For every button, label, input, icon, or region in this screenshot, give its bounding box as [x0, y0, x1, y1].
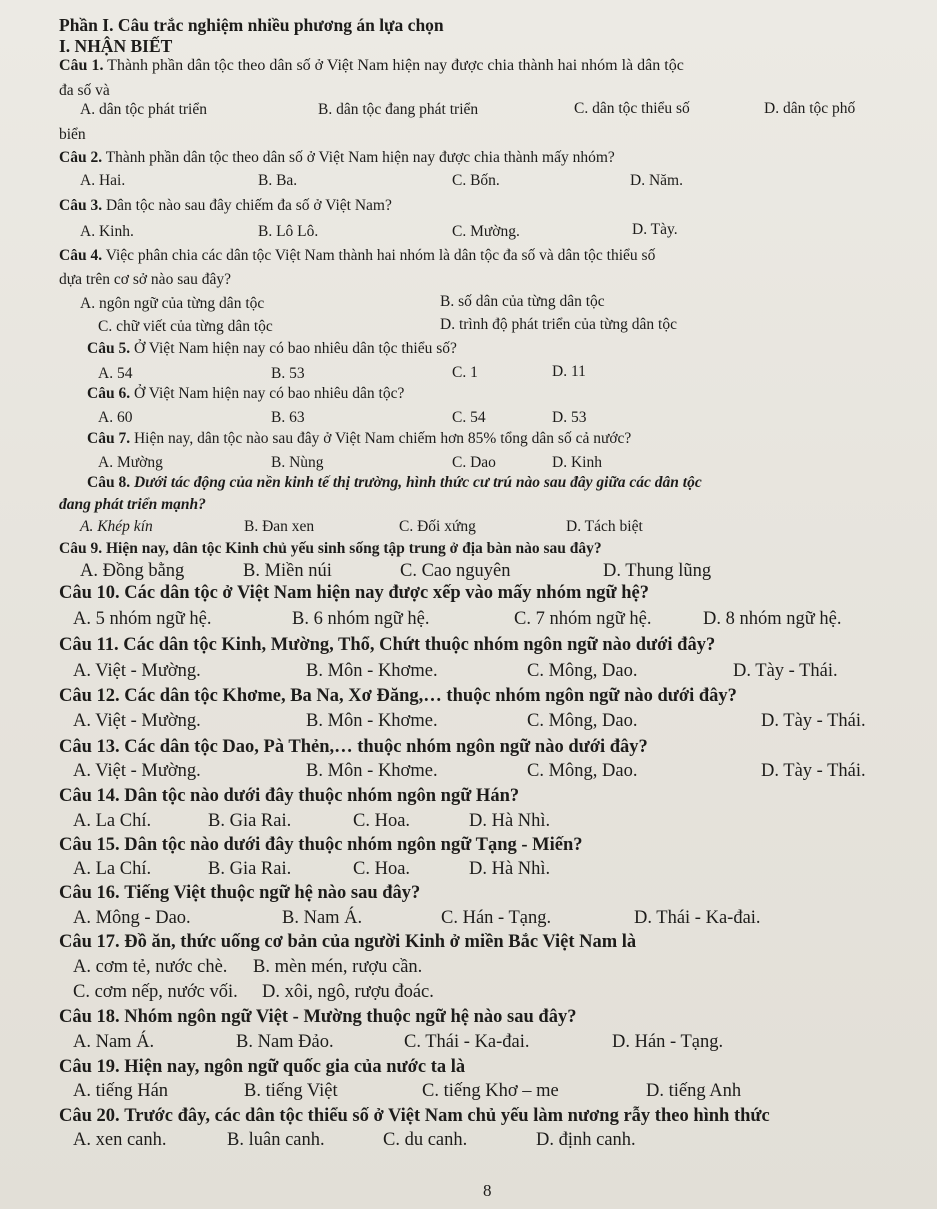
option-d: D. Tách biệt [566, 518, 643, 535]
question-text: Ở Việt Nam hiện nay có bao nhiêu dân tộc thiểu số? [133, 340, 457, 357]
option-c: C. tiếng Khơ – me [422, 1081, 559, 1101]
option-c: C. cơm nếp, nước vối. [73, 982, 238, 1002]
question-text: Nhóm ngôn ngữ Việt - Mường thuộc ngữ hệ nào sau đây? [124, 1007, 577, 1027]
question-label: Câu 17. [59, 932, 120, 952]
option-c: C. Mông, Dao. [527, 761, 638, 781]
option-b: B. Môn - Khơme. [306, 661, 438, 681]
option-d: D. dân tộc phố [764, 100, 856, 117]
option-a: A. Việt - Mường. [73, 761, 201, 781]
question-label: Câu 4. [59, 247, 103, 264]
question-17 [59, 933, 636, 952]
option-d: D. tiếng Anh [646, 1081, 742, 1101]
question-10 [59, 584, 649, 603]
option-b: B. 53 [271, 365, 305, 382]
option-a: A. Mường [98, 454, 163, 471]
question-label: Câu 6. [87, 385, 131, 402]
option-b: B. Miền núi [243, 561, 332, 581]
option-b: B. Gia Rai. [208, 859, 292, 879]
question-8 [87, 475, 702, 491]
question-9 [59, 541, 602, 557]
question-label: Câu 16. [59, 883, 120, 903]
section-title: I. NHẬN BIẾT [59, 36, 173, 56]
question-label: Câu 2. [59, 149, 103, 166]
option-b: B. 6 nhóm ngữ hệ. [292, 609, 430, 629]
question-text: Các dân tộc Dao, Pà Thẻn,… thuộc nhóm ngôn ngữ nào dưới đây? [124, 737, 648, 757]
option-a: A. Kinh. [80, 223, 134, 240]
question-label: Câu 14. [59, 786, 120, 806]
question-label: Câu 3. [59, 197, 103, 214]
question-3 [59, 198, 392, 214]
option-d: D. 11 [552, 363, 586, 380]
option-d: D. Tày - Thái. [733, 661, 838, 681]
question-16 [59, 884, 420, 903]
option-a: A. Nam Á. [73, 1032, 155, 1052]
option-c: C. Hoa. [353, 811, 411, 831]
question-text: Ở Việt Nam hiện nay có bao nhiêu dân tộc? [133, 385, 405, 402]
page-number: 8 [483, 1181, 492, 1200]
option-a: A. Khép kín [80, 518, 153, 535]
option-c: C. Dao [452, 454, 496, 471]
option-c: C. Mông, Dao. [527, 711, 638, 731]
option-a: A. Mông - Dao. [73, 908, 191, 928]
question-text: Các dân tộc Khơme, Ba Na, Xơ Đăng,… thuộc nhóm ngôn ngữ nào dưới đây? [124, 686, 737, 706]
option-d: D. Thung lũng [603, 561, 712, 581]
option-b: B. mèn mén, rượu cần. [253, 957, 423, 977]
part-title: Phần I. Câu trắc nghiệm nhiều phương án lựa chọn [59, 15, 444, 35]
question-label: Câu 20. [59, 1106, 120, 1126]
option-c: C. Bốn. [452, 172, 500, 189]
question-18 [59, 1008, 576, 1027]
question-13 [59, 738, 648, 757]
option-a: A. 54 [98, 365, 133, 382]
option-a: A. tiếng Hán [73, 1081, 169, 1101]
option-b: B. Môn - Khơme. [306, 761, 438, 781]
question-text: Việc phân chia các dân tộc Việt Nam thành hai nhóm là dân tộc đa số và dân tộc thiểu số [105, 247, 656, 264]
option-a: A. ngôn ngữ của từng dân tộc [80, 295, 265, 312]
option-c: C. 1 [452, 364, 478, 381]
option-b: B. Nùng [271, 454, 324, 471]
option-c: C. chữ viết của từng dân tộc [98, 318, 273, 335]
option-b: B. 63 [271, 409, 305, 426]
question-text: Hiện nay, dân tộc nào sau đây ở Việt Nam chiếm hơn 85% tổng dân số cả nước? [133, 430, 632, 447]
option-d: D. 8 nhóm ngữ hệ. [703, 609, 842, 629]
question-text: Hiện nay, ngôn ngữ quốc gia của nước ta là [124, 1057, 466, 1077]
option-a: A. Đồng bằng [80, 561, 185, 581]
question-label: Câu 19. [59, 1057, 120, 1077]
option-c: C. 7 nhóm ngữ hệ. [514, 609, 652, 629]
option-d: D. định canh. [536, 1130, 636, 1150]
option-b: B. dân tộc đang phát triển [318, 101, 479, 118]
question-text: Hiện nay, dân tộc Kinh chủ yếu sinh sống tập trung ở địa bàn nào sau đây? [105, 540, 602, 557]
question-label: Câu 18. [59, 1007, 120, 1027]
option-a: A. dân tộc phát triển [80, 101, 207, 118]
question-label: Câu 9. [59, 540, 103, 557]
option-b: B. Môn - Khơme. [306, 711, 438, 731]
option-d: D. Tày - Thái. [761, 761, 866, 781]
question-text-cont: biển [59, 126, 86, 143]
question-label: Câu 8. [87, 474, 131, 491]
question-text: Dân tộc nào dưới đây thuộc nhóm ngôn ngữ Hán? [124, 786, 520, 806]
option-b: B. Ba. [258, 172, 298, 189]
option-d: D. Năm. [630, 172, 683, 189]
question-text: Tiếng Việt thuộc ngữ hệ nào sau đây? [124, 883, 421, 903]
option-d: D. Hán - Tạng. [612, 1032, 724, 1052]
option-c: C. Hoa. [353, 859, 411, 879]
option-b: B. Nam Đảo. [236, 1032, 334, 1052]
question-text-cont: đa số và [59, 82, 110, 99]
option-d: D. Tày - Thái. [761, 711, 866, 731]
option-c: C. Cao nguyên [400, 561, 511, 581]
question-text-cont: dựa trên cơ sở nào sau đây? [59, 271, 231, 288]
option-b: B. Nam Á. [282, 908, 363, 928]
option-c: C. Hán - Tạng. [441, 908, 552, 928]
option-a: A. 60 [98, 409, 133, 426]
option-d: D. trình độ phát triển của từng dân tộc [440, 316, 677, 333]
option-c: C. 54 [452, 409, 486, 426]
question-19 [59, 1058, 465, 1077]
option-a: A. cơm tẻ, nước chè. [73, 957, 228, 977]
question-7 [87, 431, 631, 447]
option-c: C. Mông, Dao. [527, 661, 638, 681]
option-d: D. Kinh [552, 454, 602, 471]
option-d: D. Thái - Ka-đai. [634, 908, 761, 928]
option-b: B. Lô Lô. [258, 223, 319, 240]
question-11 [59, 636, 715, 655]
option-a: A. Việt - Mường. [73, 711, 201, 731]
option-b: B. Đan xen [244, 518, 315, 535]
question-label: Câu 13. [59, 737, 120, 757]
option-d: D. Tày. [632, 221, 678, 238]
option-a: A. Hai. [80, 172, 126, 189]
question-12 [59, 687, 737, 706]
question-text: Các dân tộc ở Việt Nam hiện nay được xếp vào mấy nhóm ngữ hệ? [124, 583, 650, 603]
option-a: A. Việt - Mường. [73, 661, 201, 681]
question-1 [59, 58, 684, 74]
question-label: Câu 10. [59, 583, 120, 603]
option-b: B. Gia Rai. [208, 811, 292, 831]
option-c: C. Đối xứng [399, 518, 476, 535]
question-text: Thành phần dân tộc theo dân số ở Việt Nam hiện nay được chia thành mấy nhóm? [105, 149, 615, 166]
option-c: C. dân tộc thiểu số [574, 100, 690, 117]
question-15 [59, 836, 583, 855]
question-14 [59, 787, 519, 806]
question-2 [59, 150, 615, 166]
question-text: Dân tộc nào dưới đây thuộc nhóm ngôn ngữ Tạng - Miến? [124, 835, 583, 855]
question-text: Thành phần dân tộc theo dân số ở Việt Nam hiện nay được chia thành hai nhóm là dân tộc [107, 57, 684, 74]
question-label: Câu 5. [87, 340, 131, 357]
question-4 [59, 248, 655, 264]
question-text: Dân tộc nào sau đây chiếm đa số ở Việt Nam? [105, 197, 392, 214]
question-label: Câu 15. [59, 835, 120, 855]
question-label: Câu 7. [87, 430, 131, 447]
option-b: B. số dân của từng dân tộc [440, 293, 605, 310]
option-a: A. 5 nhóm ngữ hệ. [73, 609, 212, 629]
question-label: Câu 11. [59, 635, 119, 655]
question-6 [87, 386, 404, 402]
option-d: D. Hà Nhì. [469, 859, 551, 879]
option-b: B. tiếng Việt [244, 1081, 338, 1101]
option-d: D. 53 [552, 409, 587, 426]
question-5 [87, 341, 457, 357]
question-text: Dưới tác động của nền kinh tế thị trường, hình thức cư trú nào sau đây giữa các dân tộc [133, 474, 702, 491]
question-text: Đồ ăn, thức uống cơ bản của người Kinh ở miền Bắc Việt Nam là [124, 932, 637, 952]
option-c: C. du canh. [383, 1130, 468, 1150]
option-a: A. La Chí. [73, 859, 152, 879]
option-c: C. Mường. [452, 223, 520, 240]
option-c: C. Thái - Ka-đai. [404, 1032, 530, 1052]
option-d: D. Hà Nhì. [469, 811, 551, 831]
question-text-cont: đang phát triển mạnh? [59, 496, 206, 513]
question-text: Các dân tộc Kinh, Mường, Thổ, Chứt thuộc nhóm ngôn ngữ nào dưới đây? [123, 635, 716, 655]
question-text: Trước đây, các dân tộc thiểu số ở Việt Nam chủ yếu làm nương rẫy theo hình thức [124, 1106, 770, 1126]
option-a: A. La Chí. [73, 811, 152, 831]
question-label: Câu 12. [59, 686, 120, 706]
option-d: D. xôi, ngô, rượu đoác. [262, 982, 434, 1002]
question-label: Câu 1. [59, 57, 104, 74]
option-b: B. luân canh. [227, 1130, 325, 1150]
question-20 [59, 1107, 770, 1126]
option-a: A. xen canh. [73, 1130, 167, 1150]
